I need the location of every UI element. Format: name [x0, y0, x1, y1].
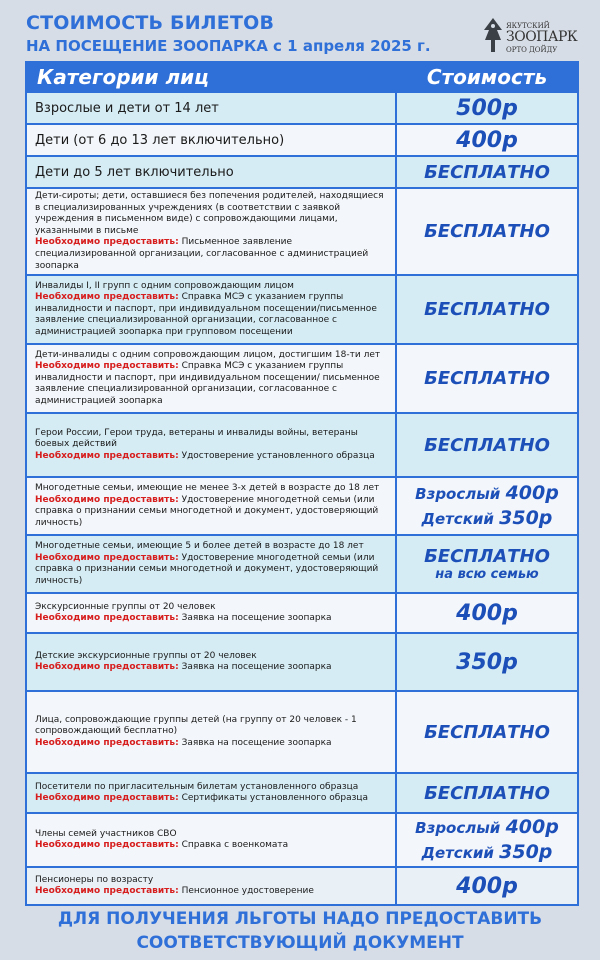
table-row [26, 92, 578, 124]
table-row [26, 156, 578, 188]
price-note: на всю семью [435, 567, 539, 583]
requirement-label: Необходимо предоставить: [35, 494, 179, 505]
table-row [26, 593, 578, 633]
column-header-cost: Стоимость [396, 62, 578, 92]
row-requirement: Справка с военкомата [181, 840, 289, 851]
child-label: Детский [421, 510, 494, 529]
row-category-cell [26, 477, 396, 535]
row-category-cell [26, 413, 396, 477]
row-category-cell [26, 867, 396, 905]
table-row [26, 813, 578, 867]
logo-text-bottom: ОРТО ДОЙДУ [506, 46, 558, 54]
row-category: Дети до 5 лет включительно [26, 156, 396, 188]
row-requirement: Пенсионное удостоверение [181, 886, 314, 897]
row-category-cell [26, 773, 396, 813]
row-category: Взрослые и дети от 14 лет [26, 92, 396, 124]
table-row [26, 188, 578, 275]
row-category: Экскурсионные группы от 20 человек [35, 601, 216, 612]
requirement-label: Необходимо предоставить: [35, 662, 179, 673]
row-price: 400р [396, 124, 578, 156]
child-price: 350р [499, 507, 553, 530]
row-price: 500р [396, 92, 578, 124]
logo-text-top: ЯКУТСКИЙ [506, 22, 550, 30]
adult-price: 400р [505, 482, 559, 505]
requirement-label: Необходимо предоставить: [35, 361, 179, 372]
table-row [26, 633, 578, 691]
row-price: 400р [396, 593, 578, 633]
child-price: 350р [499, 841, 553, 864]
requirement-label: Необходимо предоставить: [35, 613, 179, 624]
adult-price: 400р [505, 816, 559, 839]
table-row [26, 124, 578, 156]
requirement-label: Необходимо предоставить: [35, 886, 179, 897]
row-price: БЕСПЛАТНО [396, 156, 578, 188]
row-price: БЕСПЛАТНО [396, 275, 578, 344]
footer-line-2: СООТВЕТСТВУЮЩИЙ ДОКУМЕНТ [136, 933, 464, 953]
row-price: БЕСПЛАТНО [396, 188, 578, 275]
table-row [26, 691, 578, 773]
row-category: Дети-инвалиды с одним сопровождающим лицом, достигшим 18-ти лет [35, 349, 381, 360]
row-category-cell [26, 344, 396, 413]
page-header [26, 10, 586, 62]
row-category: Герои России, Герои труда, ветераны и инвалиды войны, ветераны боевых действий [35, 427, 358, 450]
row-category: Лица, сопровождающие группы детей (на группу от 20 человек - 1 сопровождающий бесплатно) [35, 714, 357, 737]
row-price-split [396, 813, 578, 867]
row-category-cell [26, 633, 396, 691]
row-category: Многодетные семьи, имеющие 5 и более детей в возрасте до 18 лет [35, 540, 364, 551]
row-category-cell [26, 691, 396, 773]
table-row [26, 275, 578, 344]
page-title: СТОИМОСТЬ БИЛЕТОВ [26, 12, 275, 34]
row-requirement: Удостоверение многодетной семьи (или справка о признании семьи многодетной и документ, удостоверяющий личность) [35, 552, 379, 586]
row-price-split [396, 477, 578, 535]
page-subtitle: НА ПОСЕЩЕНИЕ ЗООПАРКА с 1 апреля 2025 г. [26, 37, 431, 55]
row-category-cell [26, 188, 396, 275]
footer-line-1: ДЛЯ ПОЛУЧЕНИЯ ЛЬГОТЫ НАДО ПРЕДОСТАВИТЬ [57, 909, 543, 929]
table-row [26, 344, 578, 413]
row-price: БЕСПЛАТНО [396, 344, 578, 413]
adult-label: Взрослый [415, 485, 501, 504]
row-requirement: Заявка на посещение зоопарка [181, 613, 332, 624]
row-category: Детские экскурсионные группы от 20 человек [35, 650, 257, 661]
row-category-cell [26, 535, 396, 593]
requirement-label: Необходимо предоставить: [35, 840, 179, 851]
zoo-logo [482, 12, 582, 60]
row-requirement: Справка МСЭ с указанием группы инвалидности и паспорт, при индивидуальном посещении/письменное заявление специализированной организации, согласованное с администрацией зоопарка при групповом посещении [35, 292, 377, 338]
row-requirement: Заявка на посещение зоопарка [181, 737, 332, 748]
logo-text-main: ЗООПАРК [506, 29, 578, 45]
row-requirement: Удостоверение установленного образца [181, 450, 375, 461]
requirement-label: Необходимо предоставить: [35, 450, 179, 461]
table-row [26, 773, 578, 813]
row-category-cell [26, 593, 396, 633]
row-price: 350р [396, 633, 578, 691]
row-category: Дети (от 6 до 13 лет включительно) [26, 124, 396, 156]
requirement-label: Необходимо предоставить: [35, 552, 179, 563]
table-header-row [26, 62, 578, 92]
row-requirement: Справка МСЭ с указанием группы инвалидности и паспорт, при индивидуальном посещении/ письменное заявление специализированной организации, согласованное с администрацией зоопарка [35, 361, 380, 407]
requirement-label: Необходимо предоставить: [35, 292, 179, 303]
adult-label: Взрослый [415, 819, 501, 838]
row-requirement: Сертификаты установленного образца [181, 793, 369, 804]
row-category-cell [26, 275, 396, 344]
row-price: БЕСПЛАТНО [396, 691, 578, 773]
table-row [26, 535, 578, 593]
row-category: Пенсионеры по возрасту [35, 874, 154, 885]
row-category: Инвалиды I, II групп с одним сопровождающим лицом [35, 280, 294, 291]
price-table [25, 61, 579, 906]
child-label: Детский [421, 844, 494, 863]
row-requirement: Заявка на посещение зоопарка [181, 662, 332, 673]
requirement-label: Необходимо предоставить: [35, 793, 179, 804]
table-row [26, 867, 578, 905]
row-price: БЕСПЛАТНО [424, 546, 550, 568]
zoo-logo-icon [482, 16, 504, 56]
row-price-cell [396, 535, 578, 593]
requirement-label: Необходимо предоставить: [35, 237, 179, 248]
row-category: Многодетные семьи, имеющие не менее 3-х детей в возрасте до 18 лет [35, 482, 380, 493]
row-price: БЕСПЛАТНО [396, 773, 578, 813]
row-category-cell [26, 813, 396, 867]
row-price: БЕСПЛАТНО [396, 413, 578, 477]
table-row [26, 477, 578, 535]
column-header-category: Категории лиц [26, 62, 396, 92]
row-price: 400р [396, 867, 578, 905]
row-requirement: Письменное заявление специализированной организации, согласованное с администрацией зоопарка [35, 237, 369, 271]
row-category: Дети-сироты; дети, оставшиеся без попечения родителей, находящиеся в специализированных учреждениях (в соответствии с заявкой учреждения в письменном виде) с сопровождающими лицами, указанными в письме [35, 191, 384, 236]
row-category: Члены семей участников СВО [35, 828, 177, 839]
row-category: Посетители по пригласительным билетам установленного образца [35, 781, 359, 792]
requirement-label: Необходимо предоставить: [35, 737, 179, 748]
table-row [26, 413, 578, 477]
footer-note [0, 907, 600, 955]
row-requirement: Удостоверение многодетной семьи (или справка о признании семьи многодетной и документ, удостоверяющий личность) [35, 494, 379, 528]
